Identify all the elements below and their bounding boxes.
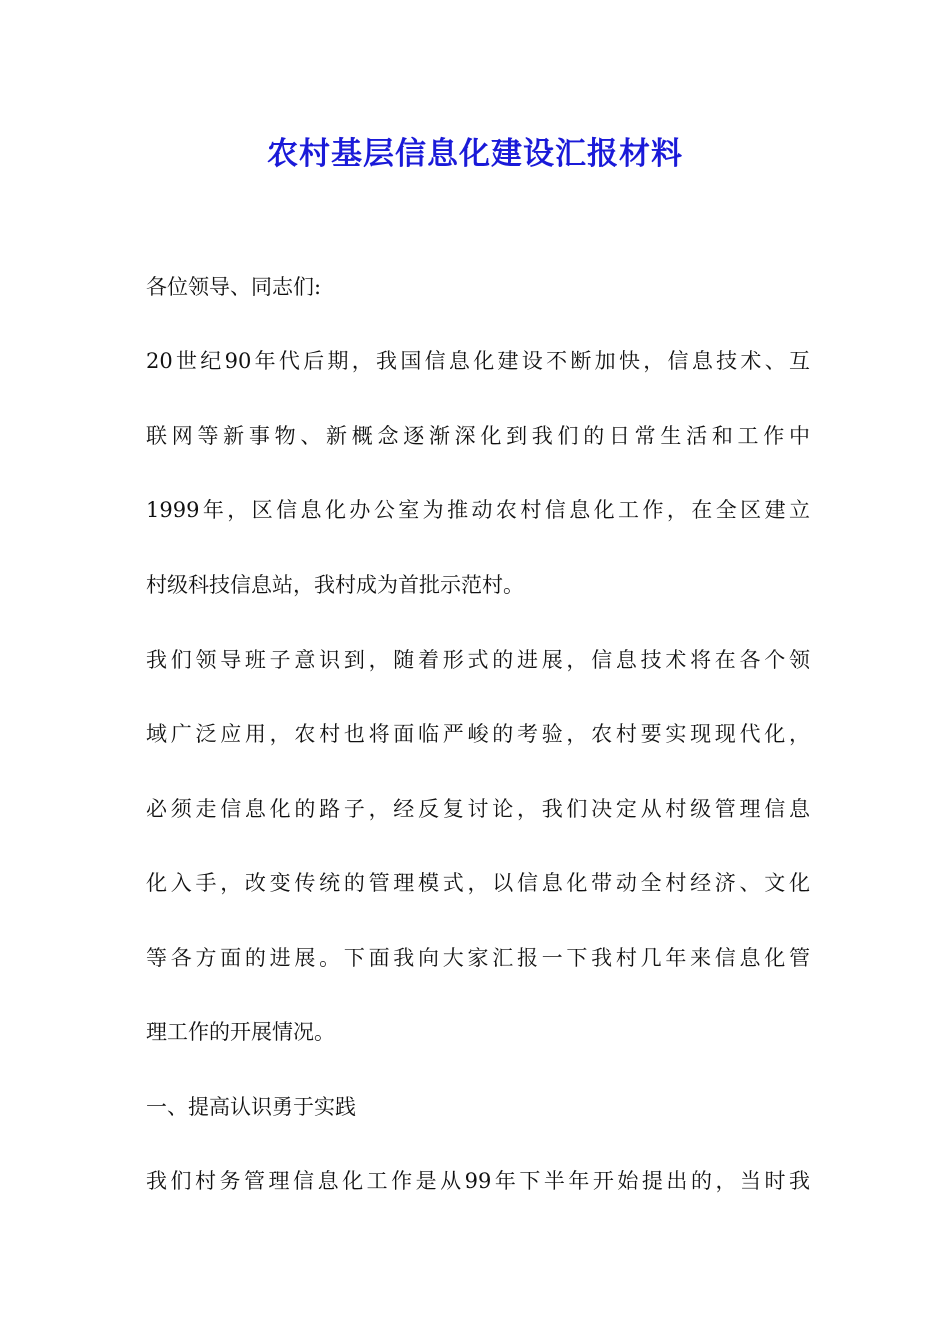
paragraph-line: 化入手，改变传统的管理模式，以信息化带动全村经济、文化 — [146, 871, 810, 895]
paragraph-line: 必须走信息化的路子，经反复讨论，我们决定从村级管理信息 — [146, 797, 810, 821]
paragraph-line: 1999年，区信息化办公室为推动农村信息化工作，在全区建立 — [146, 498, 810, 522]
paragraph-line: 我们领导班子意识到，随着形式的进展，信息技术将在各个领 — [146, 648, 810, 672]
paragraph-line: 域广泛应用，农村也将面临严峻的考验，农村要实现现代化， — [146, 722, 810, 746]
paragraph-line: 联网等新事物、新概念逐渐深化到我们的日常生活和工作中 — [146, 424, 810, 448]
paragraph-line: 我们村务管理信息化工作是从99年下半年开始提出的，当时我 — [146, 1169, 810, 1193]
paragraph-line: 20世纪90年代后期，我国信息化建设不断加快，信息技术、互 — [146, 349, 810, 373]
document-title: 农村基层信息化建设汇报材料 — [267, 136, 683, 172]
paragraph-line: 村级科技信息站，我村成为首批示范村。 — [146, 573, 524, 597]
paragraph-line: 等各方面的进展。下面我向大家汇报一下我村几年来信息化管 — [146, 946, 810, 970]
section-heading: 一、提高认识勇于实践 — [146, 1095, 356, 1119]
salutation: 各位领导、同志们: — [146, 275, 322, 299]
paragraph-line: 理工作的开展情况。 — [146, 1020, 335, 1044]
